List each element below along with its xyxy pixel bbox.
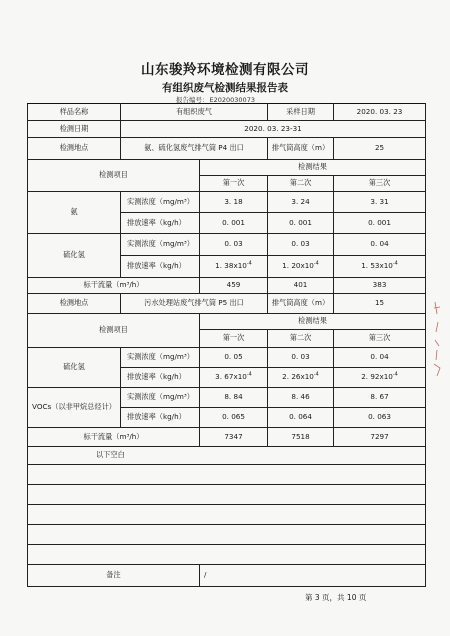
blank-note: 以下空白 xyxy=(28,447,426,465)
s2-flow-label: 标干流量（m³/h） xyxy=(28,428,200,447)
cell-value: 1. $53x10^{-4}$ xyxy=(334,256,426,278)
metric-label: 排放速率（kg/h） xyxy=(121,213,200,234)
cell-value: 3. $67x10^{-4}$ xyxy=(200,368,268,388)
cell-value: 0. 001 xyxy=(334,213,426,234)
metric-label: 排放速率（kg/h） xyxy=(121,256,200,278)
s2-run-1: 第一次 xyxy=(200,330,268,348)
s2-flow-row xyxy=(28,428,426,447)
s1-location-label: 检测地点 xyxy=(28,138,121,160)
s1-header-row xyxy=(28,160,426,176)
empty-row xyxy=(28,465,426,485)
s1-pollutant-h2s: 硫化氢 xyxy=(28,234,121,278)
s2-header-row xyxy=(28,314,426,330)
cell-value: 1. $20x10^{-4}$ xyxy=(268,256,334,278)
cell-value: 8. 84 xyxy=(200,388,268,408)
cell-value: 0. 04 xyxy=(334,234,426,256)
metric-label: 实测浓度（mg/m³） xyxy=(121,388,200,408)
s1-run-1: 第一次 xyxy=(200,176,268,192)
metric-label: 实测浓度（mg/m³） xyxy=(121,348,200,368)
s2-stack-height-label: 排气筒高度（m） xyxy=(268,294,334,314)
cell-value: 3. 31 xyxy=(334,192,426,213)
cell-value: 0. 04 xyxy=(334,348,426,368)
s2-run-2: 第二次 xyxy=(268,330,334,348)
cell-value: 0. 03 xyxy=(268,234,334,256)
sample-name-label: 样品名称 xyxy=(28,104,121,121)
s2-stack-height-value: 15 xyxy=(334,294,426,314)
cell-value: 0. 03 xyxy=(200,234,268,256)
s2-location-value: 污水处理站废气排气筒 P5 出口 xyxy=(121,294,268,314)
cell-value: 8. 67 xyxy=(334,388,426,408)
s2-run-3: 第三次 xyxy=(334,330,426,348)
cell-value: 3. 18 xyxy=(200,192,268,213)
empty-row xyxy=(28,505,426,525)
s2-item-header: 检测项目 xyxy=(28,314,200,348)
metric-label: 实测浓度（mg/m³） xyxy=(121,192,200,213)
s2-location-label: 检测地点 xyxy=(28,294,121,314)
table-row xyxy=(28,388,426,408)
company-name: 山东骏羚环境检测有限公司 xyxy=(141,62,309,78)
s1-flow-label: 标干流量（m³/h） xyxy=(28,278,200,294)
test-date-label: 检测日期 xyxy=(28,121,121,138)
s1-stack-height-label: 排气筒高度（m） xyxy=(268,138,334,160)
s1-location-value: 氨、硫化氢废气排气筒 P4 出口 xyxy=(121,138,268,160)
table-row xyxy=(28,192,426,213)
table-row xyxy=(28,348,426,368)
results-table xyxy=(27,103,426,587)
empty-row xyxy=(28,525,426,545)
margin-handwriting-mark xyxy=(432,300,444,380)
page-number: 第 3 页，共 10 页 xyxy=(305,593,367,602)
cell-value: 0. 065 xyxy=(200,408,268,428)
metric-label: 排放速率（kg/h） xyxy=(121,368,200,388)
blank-note-row xyxy=(28,447,426,465)
cell-value: 0. 001 xyxy=(268,213,334,234)
cell-value: 459 xyxy=(200,278,268,294)
sampling-date-label: 采样日期 xyxy=(268,104,334,121)
s1-pollutant-ammonia: 氨 xyxy=(28,192,121,234)
report-title: 有组织废气检测结果报告表 xyxy=(162,82,288,94)
s1-result-header: 检测结果 xyxy=(200,160,426,176)
cell-value: 1. $38x10^{-4}$ xyxy=(200,256,268,278)
empty-row xyxy=(28,545,426,565)
cell-value: 7347 xyxy=(200,428,268,447)
meta-row-sample xyxy=(28,104,426,121)
cell-value: 383 xyxy=(334,278,426,294)
s2-pollutant-h2s: 硫化氢 xyxy=(28,348,121,388)
cell-value: 0. 063 xyxy=(334,408,426,428)
cell-value: 2. $26x10^{-4}$ xyxy=(268,368,334,388)
s2-result-header: 检测结果 xyxy=(200,314,426,330)
cell-value: 7518 xyxy=(268,428,334,447)
cell-value: 2. $92x10^{-4}$ xyxy=(334,368,426,388)
report-number-label: 报告编号： xyxy=(176,96,209,104)
s2-pollutant-vocs: VOCs（以非甲烷总烃计） xyxy=(28,388,121,428)
remarks-label: 备注 xyxy=(28,565,200,587)
s1-flow-row xyxy=(28,278,426,294)
cell-value: 401 xyxy=(268,278,334,294)
s2-location-row xyxy=(28,294,426,314)
cell-value: 0. 05 xyxy=(200,348,268,368)
cell-value: 0. 064 xyxy=(268,408,334,428)
remarks-value: / xyxy=(200,565,426,587)
metric-label: 排放速率（kg/h） xyxy=(121,408,200,428)
empty-row xyxy=(28,485,426,505)
cell-value: 8. 46 xyxy=(268,388,334,408)
cell-value: 0. 03 xyxy=(268,348,334,368)
sampling-date-value: 2020. 03. 23 xyxy=(334,104,426,121)
cell-value: 7297 xyxy=(334,428,426,447)
remarks-row xyxy=(28,565,426,587)
meta-row-test-date xyxy=(28,121,426,138)
cell-value: 3. 24 xyxy=(268,192,334,213)
s1-item-header: 检测项目 xyxy=(28,160,200,192)
s1-stack-height-value: 25 xyxy=(334,138,426,160)
s1-location-row xyxy=(28,138,426,160)
s1-run-3: 第三次 xyxy=(334,176,426,192)
sample-name-value: 有组织废气 xyxy=(121,104,268,121)
s1-run-2: 第二次 xyxy=(268,176,334,192)
cell-value: 0. 001 xyxy=(200,213,268,234)
table-row xyxy=(28,234,426,256)
test-date-value: 2020. 03. 23-31 xyxy=(121,121,426,138)
metric-label: 实测浓度（mg/m³） xyxy=(121,234,200,256)
report-number-value: E2020030073 xyxy=(209,96,255,104)
